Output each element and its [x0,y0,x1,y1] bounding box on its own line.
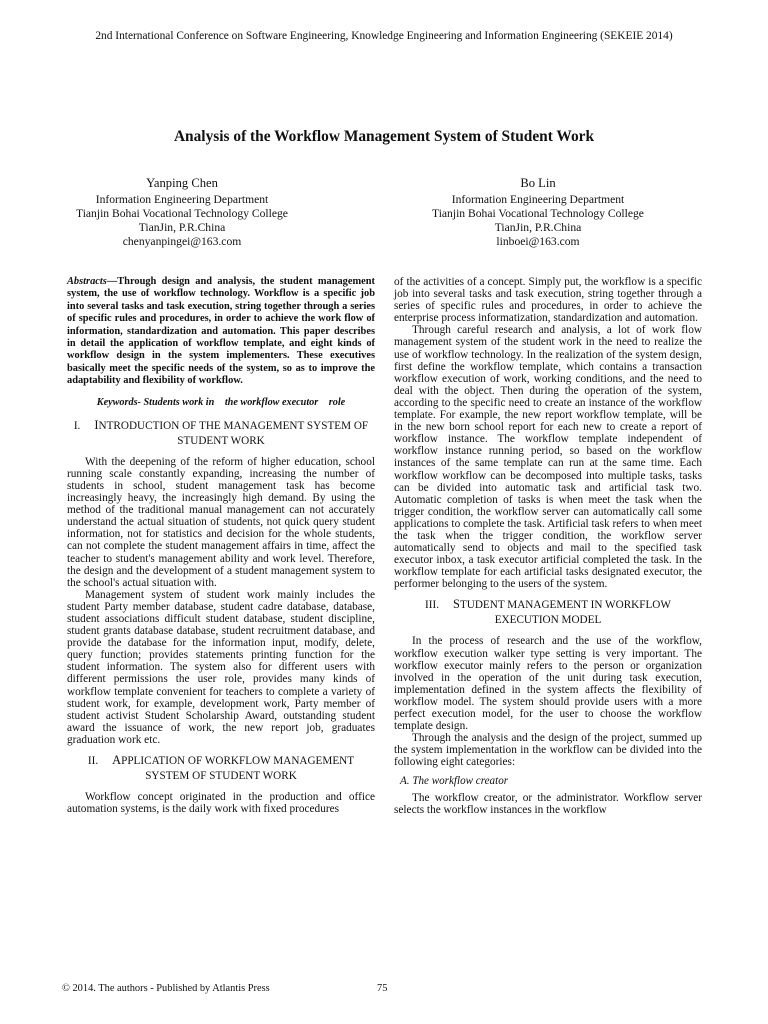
paragraph: Workflow concept originated in the production and office automation systems, is the daily work with fixed procedures [67,791,375,816]
page-number: 75 [377,983,388,994]
paragraph-continued: of the activities of a concept. Simply put, the workflow is a specific job into several tasks and task execution, string together through a series of specific rules and procedures, in order to achieve the enterprise process informatization, standardization and automation. [394,276,702,325]
section-title: TUDENT MANAGEMENT IN WORKFLOW EXECUTION MODEL [459,599,671,627]
abstract [67,276,375,388]
author-city: TianJin, P.R.China [494,221,582,234]
paragraph: The workflow creator, or the administrator. Workflow server selects the workflow instances in the workflow [394,791,702,816]
author-block-1 [32,176,332,249]
author-name: Bo Lin [520,176,556,190]
author-dept: Information Engineering Department [95,193,269,206]
abstract-lead: Abstracts [67,276,107,287]
paragraph: Management system of student work mainly includes the student Party member database, student cadre database, database, student associations difficult student database, student discipline, student grants database database, student recruitment database, and provide the database for the information input, modify, delete, query function; provides statements printing function for the student information. The system also for different users with different permissions the user role, provides many kinds of workflow template convenient for teachers to complete a variety of student work, for example, development work, Party member of student activist Student Scholarship Award, outstanding student award the issuance of work, the new report job, graduates graduation work etc. [67,588,375,746]
left-column [67,276,375,815]
author-city: TianJin, P.R.China [138,221,226,234]
conference-header: 2nd International Conference on Software Engineering, Knowledge Engineering and Information Engineering (SEKEIE 2014) [95,30,673,42]
author-college: Tianjin Bohai Vocational Technology College [432,207,644,220]
copyright-notice: © 2014. The authors - Published by Atlantis Press [62,983,270,994]
section-initial: A [112,753,122,767]
section-heading-2 [67,753,375,784]
section-heading-3 [394,597,702,628]
author-block-2 [388,176,688,249]
keyword: role [328,396,346,408]
section-initial: S [453,597,460,612]
section-number: III. [425,599,440,612]
paragraph: Through careful research and analysis, a lot of work flow management system of the student work in the need to realize the use of workflow technology. In the realization of the system design, first define the workflow template, which contains a transaction workflow execution of work, working conditions, and the need to deal with the object. Then during the operation of the system, according to the specific need to create an instance of the workflow template. For example, the new report workflow template, will be in the new born school report for each new to create a report of workflow instance. The workflow template independent of workflow instance running period, so based on the workflow instances of the same template can run at the same time. Each workflow workflow can be decomposed into multiple tasks, tasks can be divided into automatic task and artificial task two. Automatic completion of tasks is when meet the task when the trigger condition, the workflow server can automatically call some applications to complete the task. Artificial task refers to when meet the task when the trigger condition, the workflow server automatically send to objects and mail to the specified task executor inbox, a task executor artificial completed the task. In the workflow template for each artificial tasks designated executor, the performer belonging to the users of the system. [394,324,702,591]
section-title: PPLICATION OF WORKFLOW MANAGEMENT SYSTEM OF STUDENT WORK [121,755,355,782]
author-dept: Information Engineering Department [451,193,625,206]
paragraph: With the deepening of the reform of higher education, school running scale constantly expanding, increasing the number of students in school, student management task has become increasingly heavy, the increasingly high demand. By using the method of the traditional manual management can not accurately understand the actual situation of students, not quick query student information, not for statistics and decision for the whole students, can not complete the student management affairs in time, affect the teacher to student's management ability and work level. Therefore, the design and the development of a student management system to the school's actual situation with. [67,455,375,589]
author-email: chenyanpingei@163.com [122,235,242,248]
section-title: NTRODUCTION OF THE MANAGEMENT SYSTEM OF STUDENT WORK [98,419,369,447]
section-number: II. [87,755,99,767]
keywords-lead: Keywords- [96,396,141,408]
section-number: I. [73,419,81,432]
section-initial: I [94,417,99,432]
paragraph: Through the analysis and the design of the project, summed up the system implementation in the workflow can be divided into the following eight categories: [394,732,702,769]
author-name: Yanping Chen [146,176,218,190]
right-column [394,276,702,816]
subsection-heading-a: A. The workflow creator [400,775,509,788]
keywords [67,397,375,409]
author-email: linboei@163.com [496,235,580,248]
abstract-text: —Through design and analysis, the student management system, the use of workflow technology. Workflow is a specific job into several tasks and task execution, string together through a series of specific rules and procedures, in order to achieve the work flow of information, standardization and automation. This paper describes in detail the application of workflow template, and eight kinds of workflow design in the system implementers. These executives basically meet the specific needs of the system, so as to improve the adaptability and flexibility of workflow. [67,276,375,387]
keyword: the workflow executor [224,396,319,408]
paper-title: Analysis of the Workflow Management System of Student Work [173,128,595,145]
keyword: Students work in [143,396,215,408]
author-college: Tianjin Bohai Vocational Technology College [76,207,288,220]
paragraph: In the process of research and the use of the workflow, workflow execution walker type setting is very important. The workflow executor mainly refers to the person or organization involved in the operation of the unit during task execution, implementation defined in the system affects the flexibility of workflow model. The system should provide users with a more perfect execution model, for the user to choose the workflow template design. [394,635,702,733]
section-heading-1 [67,418,375,449]
